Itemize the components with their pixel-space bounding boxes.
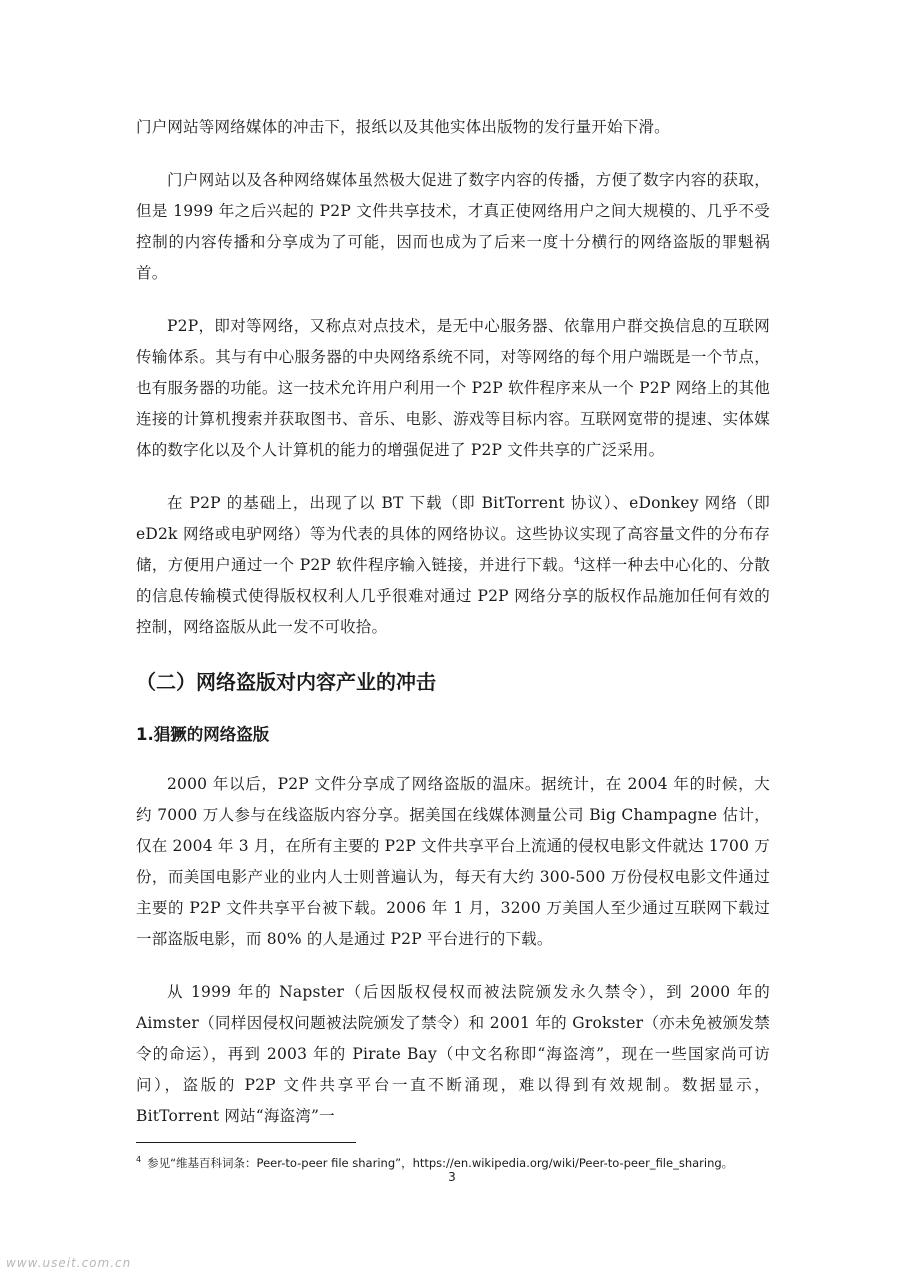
paragraph-continuation: 门户网站等网络媒体的冲击下，报纸以及其他实体出版物的发行量开始下滑。: [136, 118, 670, 136]
footnote-mark: 4: [136, 1155, 142, 1164]
watermark: www.useit.com.cn: [6, 1256, 132, 1270]
section-heading: （二）网络盗版对内容产业的冲击: [136, 670, 436, 694]
body-text: [136, 112, 770, 1154]
page-number: 3: [448, 1170, 456, 1184]
footnote-reference[interactable]: 4: [573, 556, 580, 567]
footnote-text[interactable]: 参见“维基百科词条：Peer-to-peer file sharing”，https://en.wikipedia.org/wiki/Peer-to-peer_file_sharing。: [147, 1155, 734, 1170]
paragraph-statistics: 2000 年以后，P2P 文件分享成了网络盗版的温床。据统计，在 2004 年的时候，大约 7000 万人参与在线盗版内容分享。据美国在线媒体测量公司 Big Champagne 估计，仅在 2004 年 3 月，在所有主要的 P2P 文件共享平台上流通的侵权电影文件就达 1700 万份，而美国电影产业的业内人士则普遍认为，每天有大约 300-500 万份侵权电影文件通过主要的 P2P 文件共享平台被下载。2006 年 1 月，3200 万美国人至少通过互联网下载过一部盗版电影，而 80% 的人是通过 P2P 平台进行的下载。: [136, 775, 770, 948]
paragraph-p2p-definition: P2P，即对等网络，又称点对点技术，是无中心服务器、依靠用户群交换信息的互联网传输体系。其与有中心服务器的中央网络系统不同，对等网络的每个用户端既是一个节点，也有服务器的功能。这一技术允许用户利用一个 P2P 软件程序来从一个 P2P 网络上的其他连接的计算机搜索并获取图书、音乐、电影、游戏等目标内容。互联网宽带的提速、实体媒体的数字化以及个人计算机的能力的增强促进了 P2P 文件共享的广泛采用。: [136, 317, 770, 459]
paragraph-protocols-text-b: 这样一种去中心化的、分散的信息传输模式使得版权权利人几乎很难对通过 P2P 网络分享的版权作品施加任何有效的控制，网络盗版从此一发不可收拾。: [136, 556, 770, 636]
paragraph-digital-content: 门户网站以及各种网络媒体虽然极大促进了数字内容的传播，方便了数字内容的获取，但是 1999 年之后兴起的 P2P 文件共享技术，才真正使网络用户之间大规模的、几乎不受控制的内容传播和分享成为了可能，因而也成为了后来一度十分横行的网络盗版的罪魁祸首。: [136, 171, 770, 282]
footnote-divider: [136, 1142, 356, 1143]
paragraph-protocols-text-a: 在 P2P 的基础上，出现了以 BT 下载（即 BitTorrent 协议）、eDonkey 网络（即 eD2k 网络或电驴网络）等为代表的具体的网络协议。这些协议实现了高容量文件的分布存储，方便用户通过一个 P2P 软件程序输入链接，并进行下载。: [136, 494, 770, 574]
paragraph-protocols: [136, 488, 770, 643]
footnote: [136, 1151, 786, 1172]
paragraph-platforms: 从 1999 年的 Napster（后因版权侵权而被法院颁发永久禁令），到 2000 年的 Aimster（同样因侵权问题被法院颁发了禁令）和 2001 年的 Grokster（亦未免被颁发禁令的命运），再到 2003 年的 Pirate Bay（中文名称即“海盗湾”，现在一些国家尚可访问），盗版的 P2P 文件共享平台一直不断涌现，难以得到有效规制。数据显示，BitTorrent 网站“海盗湾”一: [136, 983, 770, 1125]
sub-heading: 1.猖獗的网络盗版: [136, 725, 270, 744]
